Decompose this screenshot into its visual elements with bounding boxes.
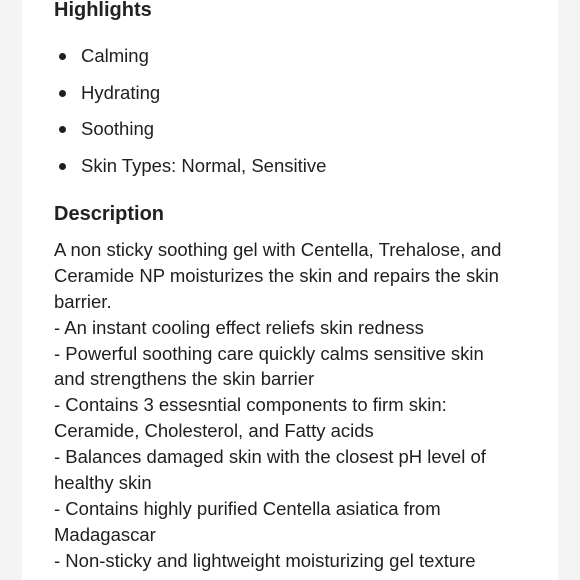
bullet-icon — [59, 163, 66, 170]
highlight-item — [54, 111, 326, 148]
description-line: Madagascar — [54, 523, 156, 545]
description-text — [54, 237, 534, 574]
product-details-panel — [22, 0, 558, 580]
highlight-item — [54, 148, 326, 185]
description-line: A non sticky soothing gel with Centella, Trehalose, and — [54, 239, 502, 260]
highlight-item — [54, 75, 326, 112]
description-line: Ceramide NP moisturizes the skin and repairs the skin — [54, 264, 499, 286]
highlight-text: Skin Types: Normal, Sensitive — [81, 154, 327, 176]
description-line: - An instant cooling effect reliefs skin redness — [54, 316, 424, 338]
description-heading: Description — [54, 203, 165, 225]
highlight-text: Calming — [81, 45, 149, 66]
description-line: and strengthens the skin barrier — [54, 368, 315, 390]
highlight-text: Soothing — [81, 118, 155, 139]
bullet-icon — [59, 126, 66, 133]
highlight-item — [54, 38, 326, 75]
description-line: - Balances damaged skin with the closest pH level of — [54, 446, 486, 468]
bullet-icon — [59, 53, 66, 60]
bullet-icon — [59, 90, 66, 97]
description-line: Ceramide, Cholesterol, and Fatty acids — [54, 420, 374, 442]
description-line: barrier. — [54, 290, 112, 312]
description-line: - Contains highly purified Centella asiatica from — [54, 497, 441, 519]
description-line: healthy skin — [54, 472, 152, 494]
highlight-text: Hydrating — [81, 81, 161, 103]
description-line: - Non-sticky and lightweight moisturizing gel texture — [54, 549, 476, 571]
description-line: - Powerful soothing care quickly calms sensitive skin — [54, 342, 484, 364]
description-line: - Contains 3 essesntial components to firm skin: — [54, 394, 447, 416]
highlights-list — [54, 38, 326, 184]
highlights-heading: Highlights — [54, 0, 152, 21]
